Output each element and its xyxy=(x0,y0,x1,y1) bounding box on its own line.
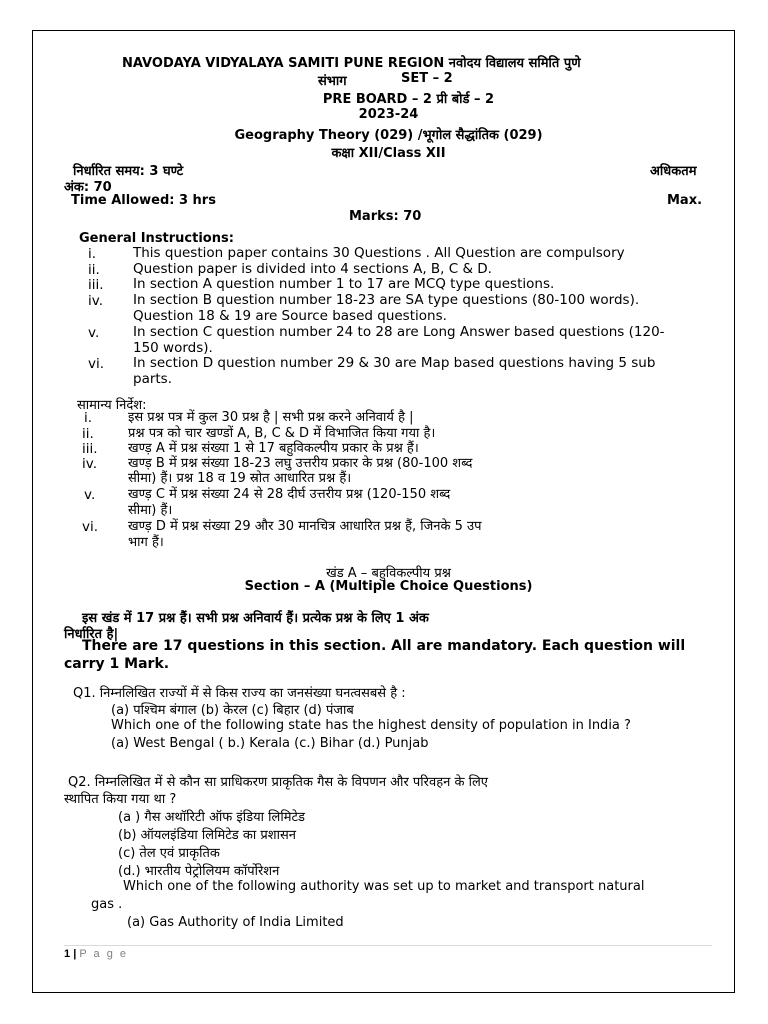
instruction-num: i. xyxy=(84,410,93,426)
instruction-num: iii. xyxy=(88,277,104,293)
instruction-line: parts. xyxy=(133,371,173,387)
max-marks-hi-b: अंक: 70 xyxy=(64,180,112,195)
instruction-num: v. xyxy=(88,325,100,341)
page-label: P a g e xyxy=(79,948,128,960)
class-title: कक्षा XII/Class XII xyxy=(331,146,446,161)
page-footer xyxy=(64,948,128,960)
q2-text-hi-1: Q2. निम्नलिखित में से कौन सा प्राधिकरण प्राकृतिक गैस के विपणन और परिवहन के लिए xyxy=(68,775,488,790)
q2-option-hi-a: (a ) गैस अथॉरिटी ऑफ इंडिया लिमिटेड xyxy=(118,810,305,825)
q2-text-en-2: gas . xyxy=(91,897,123,912)
instruction-line: खण्ड़ C में प्रश्न संख्या 24 से 28 दीर्घ उत्तरीय प्रश्न (120-150 शब्द xyxy=(128,487,451,502)
q1-options-en: (a) West Bengal ( b.) Kerala (c.) Bihar (d.) Punjab xyxy=(111,736,429,751)
instruction-line: भाग हैं। xyxy=(128,535,164,550)
q2-option-hi-d: (d.) भारतीय पेट्रोलियम कॉर्पोरेशन xyxy=(118,864,280,879)
time-allowed-en: Time Allowed: 3 hrs xyxy=(71,193,216,208)
section-a-note-hi-1: इस खंड में 17 प्रश्न हैं। सभी प्रश्न अनिवार्य हैं। प्रत्येक प्रश्न के लिए 1 अंक xyxy=(82,611,429,626)
instruction-line: सीमा) हैं। प्रश्न 18 व 19 स्रोत आधारित प्रश्न हैं। xyxy=(128,471,352,486)
instruction-num: vi. xyxy=(88,356,105,372)
instruction-line: इस प्रश्न पत्र में कुल 30 प्रश्न है | सभी प्रश्न करने अनिवार्य है | xyxy=(128,410,414,425)
q1-text-en: Which one of the following state has the highest density of population in India ? xyxy=(111,718,631,733)
instruction-line: In section B question number 18-23 are SA type questions (80-100 words). xyxy=(133,292,640,308)
instruction-num: iv. xyxy=(82,456,97,472)
instruction-line: Question 18 & 19 are Source based questions. xyxy=(133,308,447,324)
max-marks-en-b: Marks: 70 xyxy=(349,209,422,224)
q2-text-hi-2: स्थापित किया गया था ? xyxy=(64,792,177,807)
instruction-line: In section D question number 29 & 30 are Map based questions having 5 sub xyxy=(133,355,656,371)
hindi-instructions-heading: सामान्य निर्देश: xyxy=(77,398,147,413)
instruction-line: This question paper contains 30 Questions . All Question are compulsory xyxy=(133,245,625,261)
header-line-2a: संभाग xyxy=(318,74,347,89)
q2-option-hi-c: (c) तेल एवं प्राकृतिक xyxy=(118,846,220,861)
instruction-line: In section C question number 24 to 28 are Long Answer based questions (120- xyxy=(133,324,665,340)
instruction-line: 150 words). xyxy=(133,340,213,356)
instruction-line: In section A question number 1 to 17 are MCQ type questions. xyxy=(133,276,555,292)
instruction-num: ii. xyxy=(82,426,94,442)
max-marks-en-a: Max. xyxy=(667,193,703,208)
pre-board-title: PRE BOARD – 2 प्री बोर्ड – 2 xyxy=(322,92,495,107)
instruction-num: iii. xyxy=(82,441,98,457)
instruction-line: सीमा) हैं। xyxy=(128,503,173,518)
section-a-title-en: Section – A (Multiple Choice Questions) xyxy=(244,579,533,594)
instruction-line: खण्ड़ B में प्रश्न संख्या 18-23 लघु उत्तरीय प्रकार के प्रश्न (80-100 शब्द xyxy=(128,456,473,471)
q2-text-en-1: Which one of the following authority was set up to market and transport natural xyxy=(123,879,645,894)
section-a-note-hi-2: निर्धारित है| xyxy=(64,627,119,642)
section-a-note-en-2: carry 1 Mark. xyxy=(64,656,170,672)
set-label: SET – 2 xyxy=(401,71,453,86)
time-allowed-hi: निर्धारित समय: 3 घण्टे xyxy=(73,164,184,179)
header-line-1: NAVODAYA VIDYALAYA SAMITI PUNE REGION नवोदय विद्यालय समिति पुणे xyxy=(122,56,581,71)
instruction-line: प्रश्न पत्र को चार खण्डों A, B, C & D में विभाजित किया गया है। xyxy=(128,426,436,441)
session-year: 2023-24 xyxy=(358,107,419,122)
q2-option-en-a: (a) Gas Authority of India Limited xyxy=(127,915,344,930)
section-a-note-en-1: There are 17 questions in this section. All are mandatory. Each question will xyxy=(82,638,686,654)
instruction-line: Question paper is divided into 4 sections A, B, C & D. xyxy=(133,261,492,277)
footer-divider xyxy=(64,945,712,946)
q1-options-hi: (a) पश्चिम बंगाल (b) केरल (c) बिहार (d) पंजाब xyxy=(111,703,354,718)
general-instructions-heading: General Instructions: xyxy=(79,231,234,246)
max-marks-hi-a: अधिकतम xyxy=(650,164,697,179)
q2-option-hi-b: (b) ऑयलइंडिया लिमिटेड का प्रशासन xyxy=(118,828,296,843)
subject-title: Geography Theory (029) /भूगोल सैद्धांतिक (029) xyxy=(234,128,543,143)
section-a-title-hi: खंड A – बहुविकल्पीय प्रश्न xyxy=(326,566,451,581)
instruction-num: v. xyxy=(84,487,96,503)
q1-text-hi: Q1. निम्नलिखित राज्यों में से किस राज्य का जनसंख्या घनत्वसबसे है : xyxy=(73,686,406,701)
instruction-line: खण्ड़ D में प्रश्न संख्या 29 और 30 मानचित्र आधारित प्रश्न हैं, जिनके 5 उप xyxy=(128,519,482,534)
page-number: 1 xyxy=(64,948,71,960)
page-separator: | xyxy=(73,948,77,960)
instruction-num: i. xyxy=(88,246,97,262)
instruction-num: vi. xyxy=(82,519,99,535)
instruction-line: खण्ड़ A में प्रश्न संख्या 1 से 17 बहुविकल्पीय प्रकार के प्रश्न हैं। xyxy=(128,441,419,456)
instruction-num: ii. xyxy=(88,262,100,278)
instruction-num: iv. xyxy=(88,293,103,309)
